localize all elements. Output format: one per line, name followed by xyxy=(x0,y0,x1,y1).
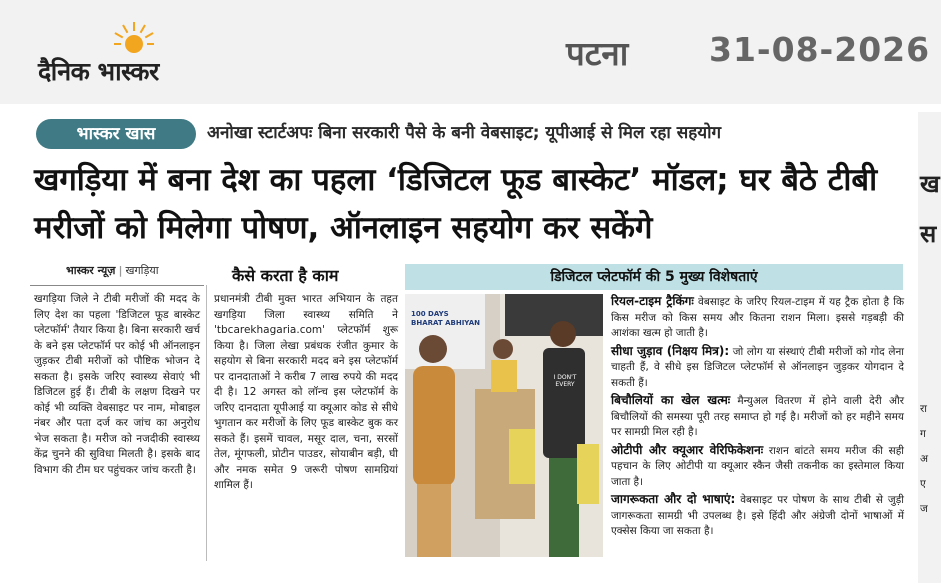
feature-title: रियल-टाइम ट्रैकिंगः xyxy=(611,294,694,308)
column-divider xyxy=(206,285,207,561)
feature-item xyxy=(611,443,904,491)
strip-line: ए xyxy=(920,478,926,490)
article-column-1: खगड़िया जिले ने टीबी मरीजों की मदद के लिए देश का पहला 'डिजिटल फूड बास्केट प्लेटफॉर्म' तैयार किया है। बिना सरकारी खर्च के बने इस प्लेटफॉर्म पर कोई भी ऑनलाइन जुड़कर टीबी मरीजों को पौष्टिक भोजन दे सकता है। इसके जरिए स्वास्थ्य सेवाएं भी डिजिटल हुई हैं। टीबी के लक्षण दिखने पर कोई भी व्यक्ति वेबसाइट पर नाम, मोबाइल नंबर और पता दर्ज कर जांच का अनुरोध भेज सकता है। मरीज को नजदीकी स्वास्थ्य केंद्र चुनने की सुविधा मिलती है। इसके बाद विभाग की टीम घर पहुंचकर जांच करती है। xyxy=(34,293,200,476)
feature-item xyxy=(611,492,904,540)
feature-title: सीधा जुड़ाव (निक्षय मित्र): xyxy=(611,343,730,358)
strip-line: ज xyxy=(920,503,928,515)
feature-text: वेबसाइट के जरिए रियल-टाइम में यह ट्रैक होता है कि किस मरीज को किस समय और कितना राशन मिला। इससे गड़बड़ी की आशंका खत्म हो जाती है। xyxy=(611,296,905,339)
strip-line: रा xyxy=(920,403,928,415)
byline-separator: | xyxy=(118,264,123,277)
article-column-2: प्रधानमंत्री टीबी मुक्त भारत अभियान के तहत खगड़िया जिला स्वास्थ्य समिति ने 'tbcarekhagaria.com' प्लेटफॉर्म शुरू किया है। जिला लेखा प्रबंधक रंजीत कुमार के सहयोग से बिना सरकारी मदद बने इस प्लेटफॉर्म पर दानदाताओं ने करीब 7 लाख रुपये की मदद दी है। 12 अगस्त को लॉन्च इस प्लेटफॉर्म के जरिए दानदाता यूपीआई या क्यूआर कोड से सीधे भुगतान कर मरीजों के लिए फूड बास्केट बुक कर सकते हैं। इसमें चावल, मसूर दाल, चना, सरसों तेल, मूंगफली, प्रोटीन पाउडर, सोयाबीन बड़ी, घी और नमक समेत 9 जरूरी पोषण सामग्रियां शामिल हैं। xyxy=(214,293,398,491)
strip-line: अ xyxy=(920,453,929,465)
feature-text: मैन्युअल वितरण में होने वाली देरी और बिचौलियों की समस्या पूरी तरह समाप्त हो गई है। मरीजों को हर महीने समय पर सामग्री मिल रही है। xyxy=(611,395,904,438)
newspaper-logo[interactable] xyxy=(38,18,228,88)
strip-line: स xyxy=(920,220,937,248)
feature-title: जागरूकता और दो भाषाएं: xyxy=(611,492,736,506)
column-rule xyxy=(30,285,204,286)
feature-title: ओटीपी और क्यूआर वेरिफिकेशनः xyxy=(611,442,764,457)
article-photo xyxy=(405,294,603,557)
photo-shirt-text: I DON'T EVERY xyxy=(553,374,577,388)
byline xyxy=(66,263,159,278)
edition-date: 31-08-2026 xyxy=(709,30,931,69)
main-headline: खगड़िया में बना देश का पहला ‘डिजिटल फूड बास्केट’ मॉडल; घर बैठे टीबी मरीजों को मिलेगा पोषण, ऑनलाइन सहयोग कर सकेंगे xyxy=(34,162,878,246)
feature-title: बिचौलियों का खेल खत्मः xyxy=(611,393,731,407)
feature-text: वेबसाइट पर पोषण के साथ टीबी से जुड़ी जागरूकता सामग्री भी उपलब्ध है। इसे हिंदी और अंग्रेजी दोनों भाषाओं में एक्सेस किया जा सकता है। xyxy=(611,494,905,537)
features-heading: डिजिटल प्लेटफॉर्म की 5 मुख्य विशेषताएं xyxy=(405,264,903,290)
strip-line: ख xyxy=(920,170,940,198)
sun-icon xyxy=(114,18,154,58)
edition-city: पटना xyxy=(566,34,629,73)
photo-banner-text: 100 DAYS BHARAT ABHIYAN xyxy=(411,310,480,327)
column-2-subheading: कैसे करता है काम xyxy=(232,266,339,285)
adjacent-article-strip xyxy=(918,112,941,583)
photo-illustration xyxy=(405,294,603,557)
strip-line: ग xyxy=(920,428,926,440)
feature-item xyxy=(611,294,904,342)
logo-text: दैनिक भास्कर xyxy=(38,57,159,86)
kicker-headline: अनोखा स्टार्टअपः बिना सरकारी पैसे के बनी वेबसाइट; यूपीआई से मिल रहा सहयोग xyxy=(207,123,722,143)
features-list xyxy=(611,294,904,542)
feature-item xyxy=(611,393,904,441)
section-badge: भास्कर खास xyxy=(36,119,196,149)
feature-item xyxy=(611,344,904,392)
byline-source: भास्कर न्यूज़ xyxy=(66,264,116,277)
masthead xyxy=(0,0,941,104)
feature-text: राशन बांटते समय मरीज की सही पहचान के लिए ओटीपी या क्यूआर स्कैन जैसी तकनीक का इस्तेमाल किया जाता है। xyxy=(611,444,904,488)
byline-location: खगड़िया xyxy=(125,264,159,277)
feature-text: जो लोग या संस्थाएं टीबी मरीजों को गोद लेना चाहती हैं, वे सीधे इस डिजिटल प्लेटफॉर्म से ऑनलाइन जुड़कर योगदान दे सकती हैं। xyxy=(611,345,904,389)
